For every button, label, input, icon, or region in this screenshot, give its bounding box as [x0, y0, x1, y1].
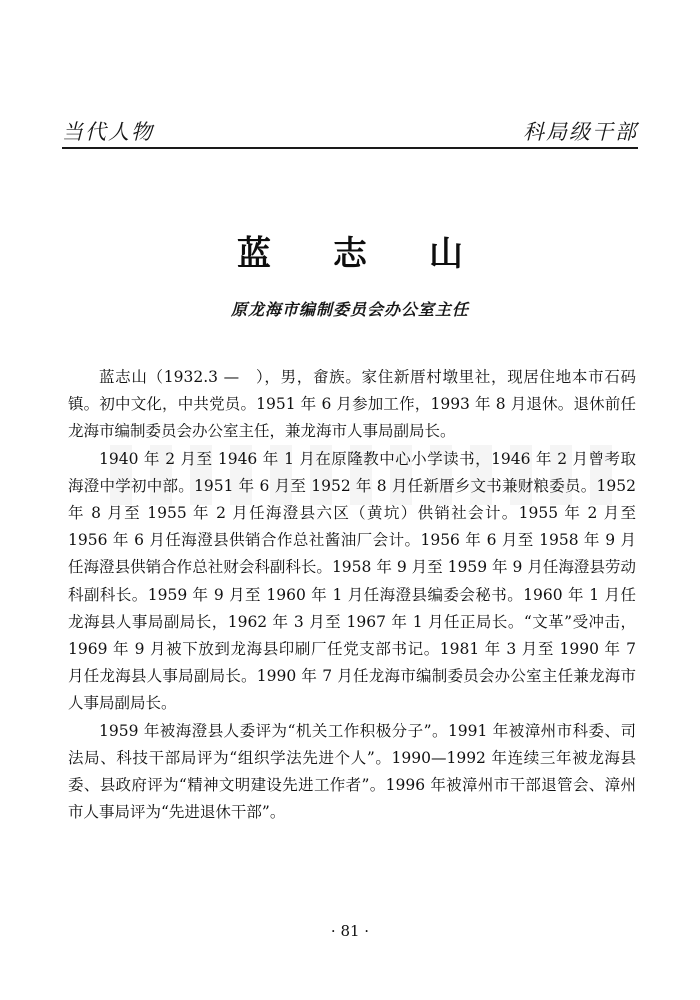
paragraph: 1940 年 2 月至 1946 年 1 月在原隆教中心小学读书，1946 年 2 月曾考取海澄中学初中部。1951 年 6 月至 1952 年 8 月任新厝乡文书兼财粮委员。1952 年 8 月至 1955 年 2 月任海澄县六区（黄坑）供销社会计。1955 年 2 月至 1956 年 6 月任海澄县供销合作总社酱油厂会计。1956 年 6 月至 1958 年 9 月任海澄县供销合作总社财会科副科长。1958 年 9 月至 1959 年 9 月任海澄县劳动科副科长。1959 年 9 月至 1960 年 1 月任海澄县编委会秘书。1960 年 1 月任龙海县人事局副局长，1962 年 3 月至 1967 年 1 月任正局长。“文革”受冲击，1969 年 9 月被下放到龙海县印刷厂任党支部书记。1981 年 3 月至 1990 年 7 月任龙海县人事局副局长。1990 年 7 月任龙海市编制委员会办公室主任兼龙海市人事局副局长。: [68, 449, 636, 713]
header-divider: [62, 147, 638, 149]
article-body: [68, 364, 636, 826]
running-header: [62, 116, 638, 146]
paragraph: 蓝志山（1932.3 — ），男，畲族。家住新厝村墩里社，现居住地本市石码镇。初中文化，中共党员。1951 年 6 月参加工作，1993 年 8 月退休。退休前任龙海市编制委员会办公室主任，兼龙海市人事局副局长。: [68, 368, 636, 441]
paragraph: 1959 年被海澄县人委评为“机关工作积极分子”。1991 年被漳州市科委、司法局、科技干部局评为“组织学法先进个人”。1990—1992 年连续三年被龙海县委、县政府评为“精神文明建设先进工作者”。1996 年被漳州市干部退管会、漳州市人事局评为“先进退休干部”。: [68, 721, 636, 822]
page-number: · 81 ·: [330, 922, 370, 940]
header-section-label: 当代人物: [62, 120, 154, 144]
page-subtitle: 原龙海市编制委员会办公室主任: [230, 300, 469, 319]
page-title: 蓝志山: [237, 234, 525, 274]
header-category-label: 科局级干部: [523, 120, 638, 144]
